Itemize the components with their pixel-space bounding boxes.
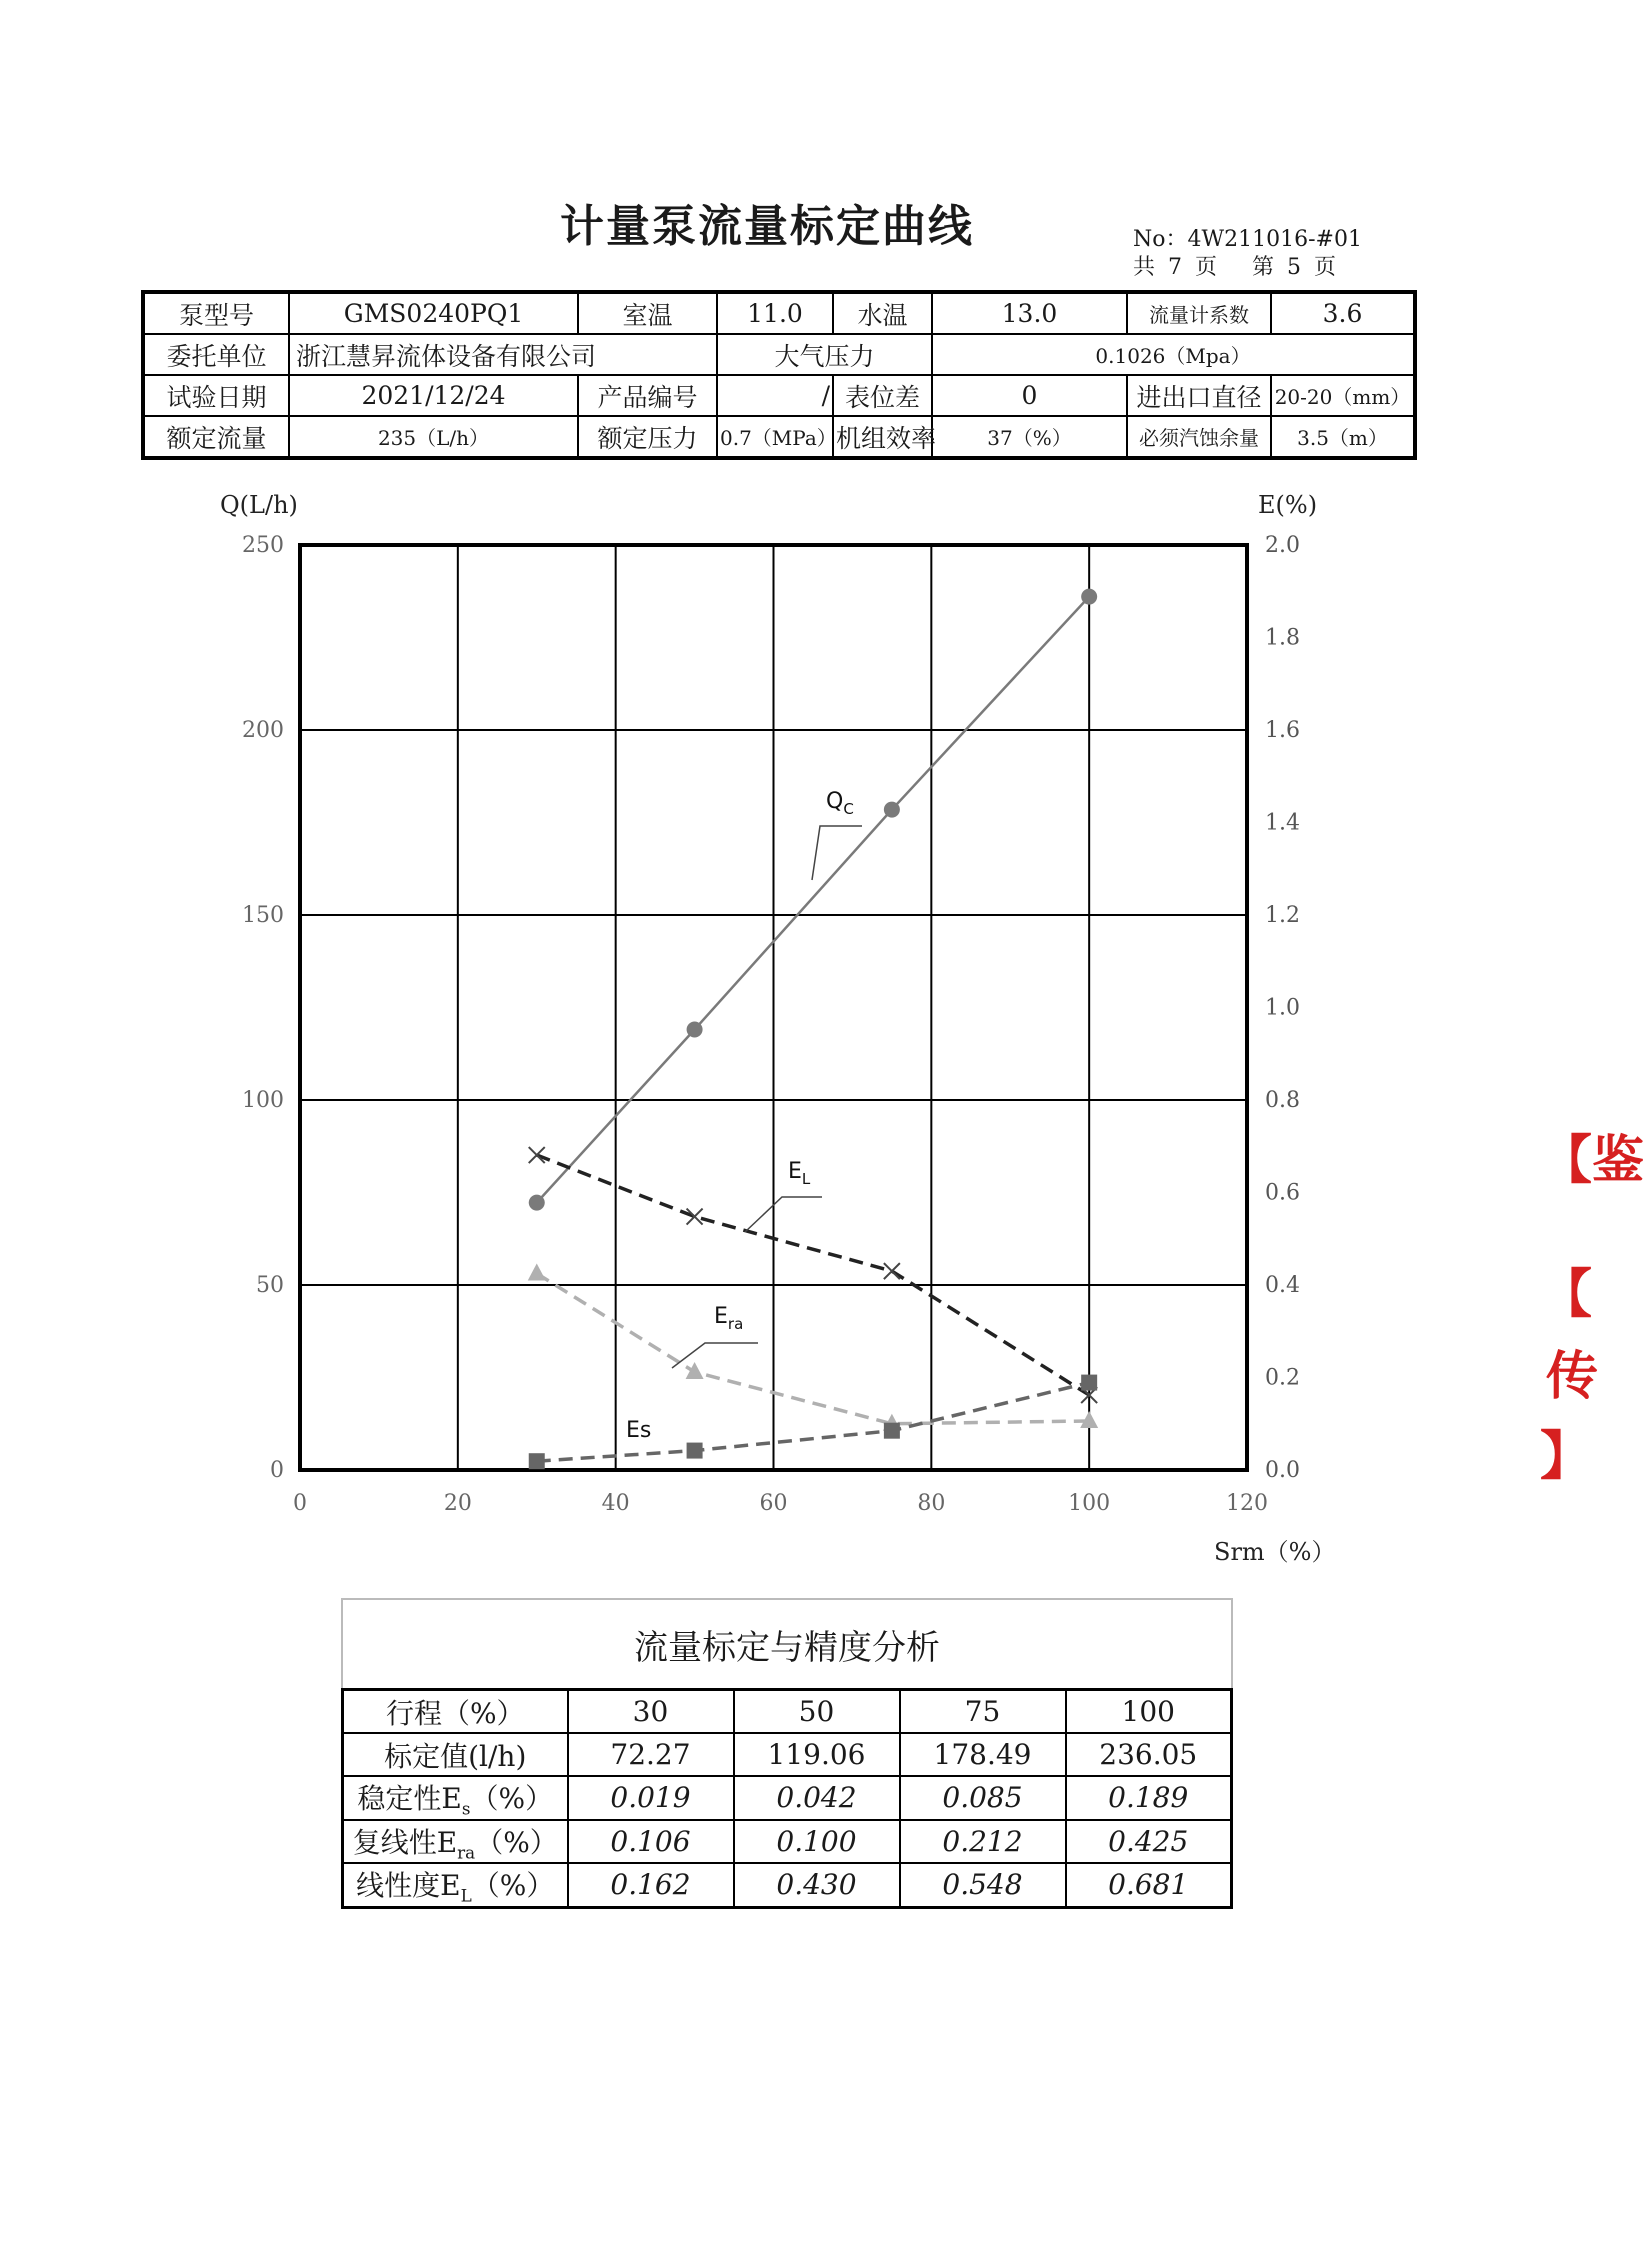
accuracy-cell: 236.05	[1066, 1733, 1232, 1776]
data-point-qc	[529, 1195, 545, 1211]
info-value: 0.1026（Mpa）	[932, 334, 1415, 375]
info-label: 室温	[578, 292, 717, 334]
accuracy-cell: 0.681	[1066, 1863, 1232, 1907]
info-value: 235（L/h）	[289, 416, 578, 458]
y-left-tick-label: 50	[256, 1273, 284, 1298]
y-right-tick-label: 1.8	[1265, 625, 1300, 651]
data-point-es	[884, 1423, 900, 1439]
accuracy-row	[343, 1863, 1232, 1907]
accuracy-cell: 0.100	[734, 1820, 900, 1864]
x-tick-label: 100	[1068, 1491, 1111, 1516]
y-left-axis-label: Q(L/h)	[220, 491, 298, 519]
data-point-era	[686, 1362, 704, 1379]
accuracy-row	[343, 1776, 1232, 1820]
y-left-tick-label: 0	[270, 1458, 284, 1483]
accuracy-cell: 72.27	[568, 1733, 734, 1776]
info-value: 2021/12/24	[289, 375, 578, 416]
info-label: 大气压力	[717, 334, 932, 375]
info-label: 委托单位	[143, 334, 289, 375]
accuracy-cell: 0.548	[900, 1863, 1066, 1907]
series-line-el	[537, 1155, 1089, 1395]
accuracy-row-label: 行程（%）	[343, 1690, 568, 1734]
series-label-leader	[745, 1197, 822, 1232]
accuracy-cell: 100	[1066, 1690, 1232, 1734]
y-right-tick-label: 1.4	[1265, 810, 1300, 836]
document-number: No：4W211016-#01	[1133, 227, 1362, 252]
x-axis-label: Srm（%）	[1214, 1538, 1336, 1566]
accuracy-row	[343, 1820, 1232, 1864]
info-label: 水温	[833, 292, 932, 334]
x-tick-label: 120	[1226, 1491, 1268, 1516]
info-label: 试验日期	[143, 375, 289, 416]
x-tick-label: 80	[917, 1491, 946, 1516]
y-right-tick-label: 1.0	[1265, 995, 1300, 1021]
data-point-es	[687, 1443, 703, 1459]
info-label: 额定压力	[578, 416, 717, 458]
info-label: 产品编号	[578, 375, 717, 416]
data-point-qc	[884, 802, 900, 818]
info-label: 泵型号	[143, 292, 289, 334]
accuracy-cell: 0.019	[568, 1776, 734, 1820]
info-value: 0.7（MPa）	[717, 416, 833, 458]
info-value: 浙江慧昇流体设备有限公司	[289, 334, 717, 375]
x-tick-label: 60	[759, 1491, 788, 1516]
accuracy-cell: 0.189	[1066, 1776, 1232, 1820]
page-indicator: 共 7 页 第 5 页	[1133, 255, 1336, 280]
y-right-tick-label: 0.4	[1265, 1273, 1300, 1298]
info-value: 13.0	[932, 292, 1127, 334]
accuracy-cell: 178.49	[900, 1733, 1066, 1776]
info-value: /	[717, 375, 833, 416]
stamp-fragment: 【	[1540, 1265, 1593, 1325]
info-value: 0	[932, 375, 1127, 416]
data-point-es	[1081, 1375, 1097, 1391]
accuracy-cell: 30	[568, 1690, 734, 1734]
info-label: 流量计系数	[1127, 292, 1271, 334]
y-left-tick-label: 200	[242, 718, 284, 743]
series-line-qc	[537, 597, 1089, 1203]
y-right-tick-label: 0.0	[1265, 1458, 1300, 1483]
document-title: 计量泵流量标定曲线	[560, 201, 974, 252]
accuracy-cell: 0.212	[900, 1820, 1066, 1864]
y-right-tick-label: 0.6	[1265, 1180, 1300, 1206]
accuracy-table	[341, 1688, 1233, 1909]
y-right-tick-label: 1.2	[1265, 903, 1300, 928]
stamp-fragment: 传	[1546, 1347, 1599, 1407]
stamp-fragment: 【鉴	[1540, 1131, 1644, 1191]
data-point-qc	[687, 1021, 703, 1037]
series-label-el: $E_L$	[788, 1159, 811, 1188]
data-point-el	[529, 1147, 545, 1163]
series-label-qc: $Q_C$	[826, 789, 854, 818]
info-value: 11.0	[717, 292, 833, 334]
x-tick-label: 40	[601, 1491, 630, 1516]
accuracy-cell: 119.06	[734, 1733, 900, 1776]
accuracy-cell: 0.430	[734, 1863, 900, 1907]
y-right-tick-label: 0.2	[1265, 1365, 1300, 1391]
accuracy-cell: 0.425	[1066, 1820, 1232, 1864]
series-label-leader	[672, 1343, 758, 1368]
y-left-tick-label: 100	[242, 1088, 284, 1113]
y-right-tick-label: 2.0	[1265, 533, 1300, 558]
info-label: 额定流量	[143, 416, 289, 458]
accuracy-cell: 0.085	[900, 1776, 1066, 1820]
series-line-es	[537, 1383, 1089, 1462]
accuracy-row-label: 线性度$E_L(\%)$	[343, 1863, 568, 1907]
data-point-era	[528, 1263, 546, 1280]
info-value: 20-20（mm）	[1271, 375, 1415, 416]
x-tick-label: 20	[443, 1491, 472, 1516]
y-right-tick-label: 1.6	[1265, 718, 1300, 743]
accuracy-title: 流量标定与精度分析	[341, 1598, 1233, 1688]
data-point-qc	[1081, 589, 1097, 605]
y-right-tick-label: 0.8	[1265, 1088, 1300, 1113]
data-point-el	[687, 1209, 703, 1225]
info-label: 机组效率	[833, 416, 932, 458]
accuracy-cell: 0.162	[568, 1863, 734, 1907]
y-left-tick-label: 250	[242, 533, 284, 558]
accuracy-cell: 75	[900, 1690, 1066, 1734]
accuracy-row	[343, 1733, 1232, 1776]
y-left-tick-label: 150	[242, 903, 284, 928]
accuracy-cell: 50	[734, 1690, 900, 1734]
info-label: 必须汽蚀余量	[1127, 416, 1271, 458]
accuracy-row-label: 标定值(l/h)	[343, 1733, 568, 1776]
info-label: 表位差	[833, 375, 932, 416]
accuracy-row-label: 稳定性$E_s(\%)$	[343, 1776, 568, 1820]
x-tick-label: 0	[293, 1491, 307, 1516]
info-value: GMS0240PQ1	[289, 292, 578, 334]
info-value: 3.6	[1271, 292, 1415, 334]
accuracy-cell: 0.042	[734, 1776, 900, 1820]
data-point-es	[529, 1453, 545, 1469]
accuracy-row	[343, 1690, 1232, 1734]
info-value: 37（%）	[932, 416, 1127, 458]
info-label: 进出口直径	[1127, 375, 1271, 416]
info-value: 3.5（m）	[1271, 416, 1415, 458]
y-right-axis-label: E(%)	[1258, 491, 1318, 519]
series-label-era: $E_{ra}$	[714, 1304, 744, 1333]
data-point-el	[884, 1263, 900, 1279]
accuracy-cell: 0.106	[568, 1820, 734, 1864]
accuracy-row-label: 复线性$E_{ra}(\%)$	[343, 1820, 568, 1864]
series-label-es: Es	[626, 1418, 652, 1443]
stamp-fragment: 】	[1540, 1427, 1593, 1487]
